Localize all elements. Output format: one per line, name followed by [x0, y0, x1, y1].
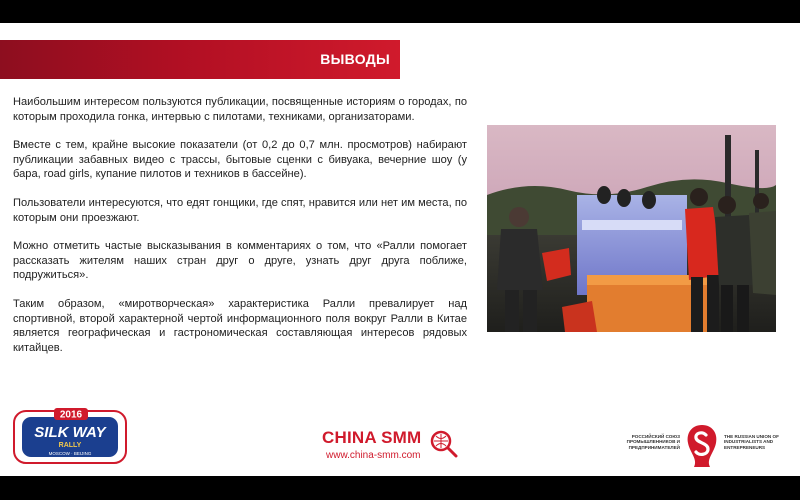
silkway-name: SILK WAY — [34, 424, 106, 441]
slide-title: ВЫВОДЫ — [320, 51, 390, 67]
silk-way-rally-logo — [12, 407, 130, 465]
rspp-name-en: THE RUSSIAN UNION OF INDUSTRIALISTS AND ENTREPRENEURS — [724, 434, 779, 450]
presentation-slide — [0, 23, 800, 476]
china-smm-name: CHINA SMM — [322, 428, 422, 447]
silkway-sub: RALLY — [58, 442, 82, 449]
rspp-logo — [614, 423, 790, 471]
silkway-year: 2016 — [59, 409, 83, 421]
conclusions-text — [13, 95, 467, 369]
china-smm-logo — [322, 428, 482, 468]
title-banner — [0, 40, 400, 79]
magnifier-globe-icon — [430, 430, 478, 463]
paragraph: Пользователи интересуются, что едят гонщики, где спят, нравится или нет им места, по которым они проезжают. — [13, 196, 467, 224]
paragraph: Наибольшим интересом пользуются публикации, посвященные историям о городах, по которым проходила гонка, интервью с пилотами, техниками, организаторами. — [13, 96, 467, 123]
china-smm-url: www.china-smm.com — [326, 450, 421, 461]
rspp-emblem-icon — [682, 423, 722, 474]
paragraph: Вместе с тем, крайне высокие показатели (от 0,2 до 0,7 млн. просмотров) набирают публикации забавных видео с трассы, бытовые сценки с бивуака, вечерние шоу (у бара, road girls, купание пилотов и техников в бассейне). — [13, 139, 467, 181]
paragraph: Таким образом, «миротворческая» характеристика Ралли превалирует над спортивной, второй характерной чертой информационного поля вокруг Ралли в Китае является географическая и гастрономическая составляющая интересов рядовых китайцев. — [13, 297, 467, 354]
rally-bivouac-photo — [487, 125, 776, 332]
paragraph: Можно отметить частые высказывания в комментариях о том, что «Ралли помогает рассказать жителям наших стран друг о друге, узнать друг друга поближе, подружиться». — [13, 240, 467, 282]
silkway-city: MOSCOW · BEIJING — [48, 451, 92, 456]
rspp-name-ru: РОССИЙСКИЙ СОЮЗ ПРОМЫШЛЕННИКОВ И ПРЕДПРИНИМАТЕЛЕЙ — [626, 434, 680, 450]
